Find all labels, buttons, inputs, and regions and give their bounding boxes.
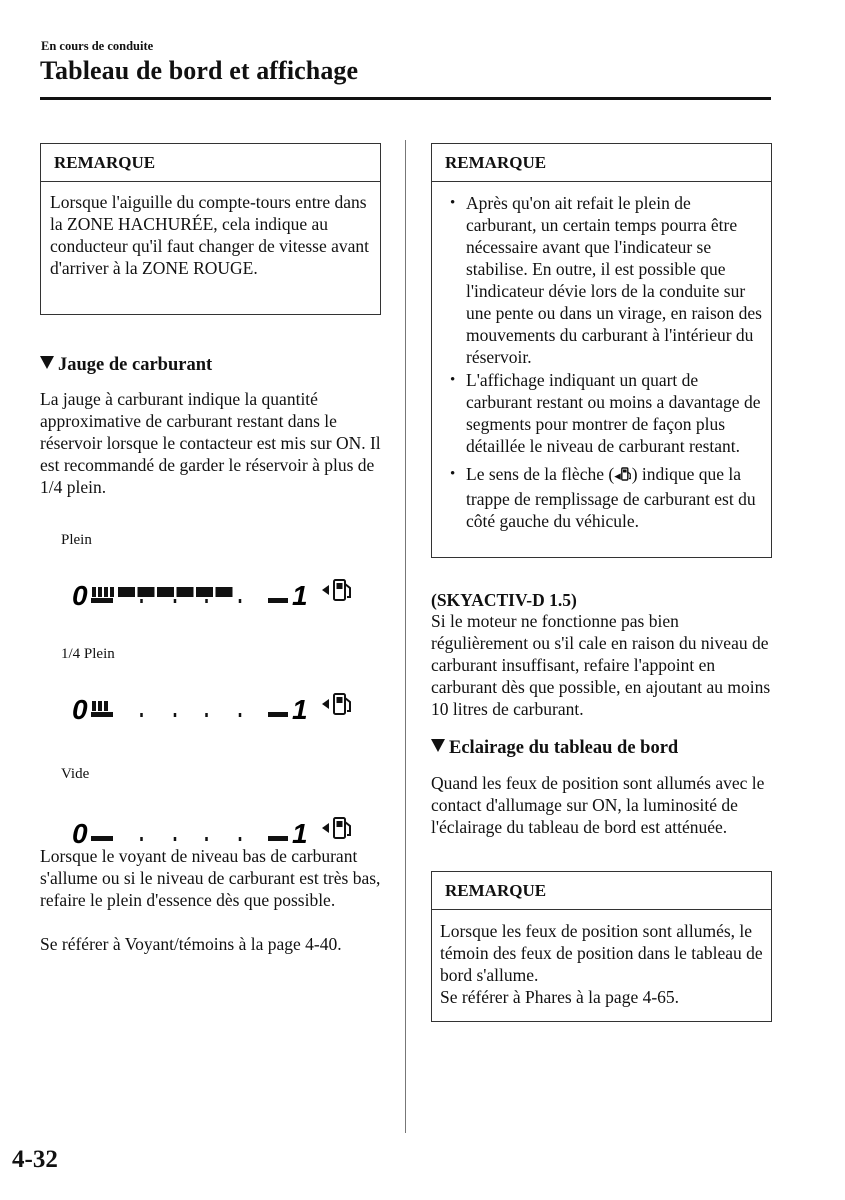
gauge-tick (174, 837, 177, 841)
gauge-full-bar (268, 712, 288, 717)
gauge-empty-label: 0 (72, 818, 88, 849)
triangle-down-icon (40, 356, 54, 369)
fuel-pump-icon (334, 580, 350, 600)
gauge-segment (104, 587, 108, 597)
gauge-empty-bar (91, 712, 113, 717)
gauge-segment (92, 587, 96, 597)
note-label: REMARQUE (432, 872, 771, 910)
note-reference: Se référer à Phares à la page 4-65. (440, 987, 680, 1007)
gauge-segment (110, 587, 114, 597)
gauge-tick (205, 837, 208, 841)
gauge-tick (239, 837, 242, 841)
gauge-caption-full: Plein (61, 532, 92, 548)
gauge-tick (140, 713, 143, 717)
gauge-full-label: 1 (292, 580, 308, 611)
gauge-segment (138, 587, 155, 597)
gauge-segment (177, 587, 194, 597)
gauge-segment (157, 587, 174, 597)
section-heading-fuel-gauge: Jauge de carburant (40, 353, 385, 377)
gauge-tick (140, 599, 143, 603)
gauge-tick (174, 713, 177, 717)
column-divider (405, 140, 406, 1133)
gauge-segment (104, 701, 108, 711)
gauge-tick (174, 599, 177, 603)
fuel-arrow-left-icon (322, 699, 329, 709)
gauge-empty-label: 0 (72, 694, 88, 725)
note-bullet-arrow: • Le sens de la flèche (◂ ) indique que la trappe de remplissage de carburant est du côté gauche du véhicule. (432, 463, 763, 532)
gauge-track (91, 599, 288, 603)
gauge-tick (239, 713, 242, 717)
note-label: REMARQUE (432, 144, 771, 182)
gauge-tick (205, 713, 208, 717)
fuel-pump-left-arrow-icon: ◂ (614, 469, 621, 484)
gauge-caption-empty: Vide (61, 766, 90, 782)
gauge-segment (98, 701, 102, 711)
fuel-arrow-left-icon (322, 823, 329, 833)
note-box-fuel-gauge (431, 143, 772, 558)
note-text: Lorsque les feux de position sont allumés, le témoin des feux de position dans le tableau de bord s'allume. (440, 921, 763, 985)
gauge-track (91, 713, 288, 717)
low-fuel-reference: Se référer à Voyant/témoins à la page 4-40. (40, 934, 342, 954)
gauge-empty-bar (91, 598, 113, 603)
lighting-text: Quand les feux de position sont allumés avec le contact d'allumage sur ON, la luminosité de l'éclairage du tableau de bord est atténuée. (431, 773, 765, 837)
fuel-gauge-intro: La jauge à carburant indique la quantité approximative de carburant restant dans le réservoir lorsque le contacteur est mis sur ON. Il est recommandé de garder le réservoir à plus de 1/4 plein. (40, 389, 381, 497)
page-title: Tableau de bord et affichage (40, 56, 359, 85)
gauge-track (91, 837, 288, 841)
fuel-pump-icon (334, 694, 350, 714)
gauge-tick (205, 599, 208, 603)
gauge-empty-label: 0 (72, 580, 88, 611)
fuel-pump-icon (621, 467, 632, 481)
gauge-tick (140, 837, 143, 841)
gauge-full-label: 1 (292, 694, 308, 725)
fuel-pump-icon (334, 818, 350, 838)
section-label: En cours de conduite (41, 39, 154, 53)
gauge-segment (118, 587, 135, 597)
triangle-down-icon (431, 739, 445, 752)
gauge-segment (98, 587, 102, 597)
section-heading-lighting: Eclairage du tableau de bord (431, 736, 776, 760)
skyactiv-heading: (SKYACTIV-D 1.5) (431, 590, 577, 610)
gauge-segment (196, 587, 213, 597)
skyactiv-text: Si le moteur ne fonctionne pas bien régulièrement ou s'il cale en raison du niveau de carburant insuffisant, refaire l'appoint en carburant dès que possible, en ajoutant au moins 10 litres de carburant. (431, 611, 771, 719)
gauge-segment (216, 587, 233, 597)
page-number: 4-32 (12, 1146, 58, 1173)
low-fuel-text: Lorsque le voyant de niveau bas de carburant s'allume ou si le niveau de carburant est très bas, refaire le plein d'essence dès que possible. (40, 846, 381, 910)
gauge-full-bar (268, 836, 288, 841)
gauge-segment (92, 701, 96, 711)
note-bullet-stabilize: • Après qu'on ait refait le plein de carburant, un certain temps pourra être nécessaire avant que l'indicateur se stabilise. En outre, il est possible que l'indicateur dévie lors de la conduite sur une pente ou dans un virage, en raison des mouvements du carburant à l'intérieur du réservoir. (432, 192, 763, 368)
gauge-full-bar (268, 598, 288, 603)
gauge-tick (239, 599, 242, 603)
gauge-full-label: 1 (292, 818, 308, 849)
fuel-gauge-display-quarter (70, 686, 370, 726)
fuel-gauge-display-empty (70, 810, 370, 850)
fuel-gauge-display-full (70, 572, 370, 612)
note-box-position-lights (431, 871, 772, 1022)
fuel-arrow-left-icon (322, 585, 329, 595)
gauge-empty-bar (91, 836, 113, 841)
note-label: REMARQUE (41, 144, 380, 182)
note-bullet-segments: • L'affichage indiquant un quart de carburant restant ou moins a davantage de segments pour montrer de façon plus détaillée le niveau de carburant restant. (432, 369, 763, 457)
note-box-tachometer (40, 143, 381, 315)
note-text: Lorsque l'aiguille du compte-tours entre dans la ZONE HACHURÉE, cela indique au conducteur qu'il faut changer de vitesse avant d'arriver à la ZONE ROUGE. (50, 192, 369, 278)
title-rule (40, 97, 771, 100)
gauge-caption-quarter: 1/4 Plein (61, 646, 115, 662)
